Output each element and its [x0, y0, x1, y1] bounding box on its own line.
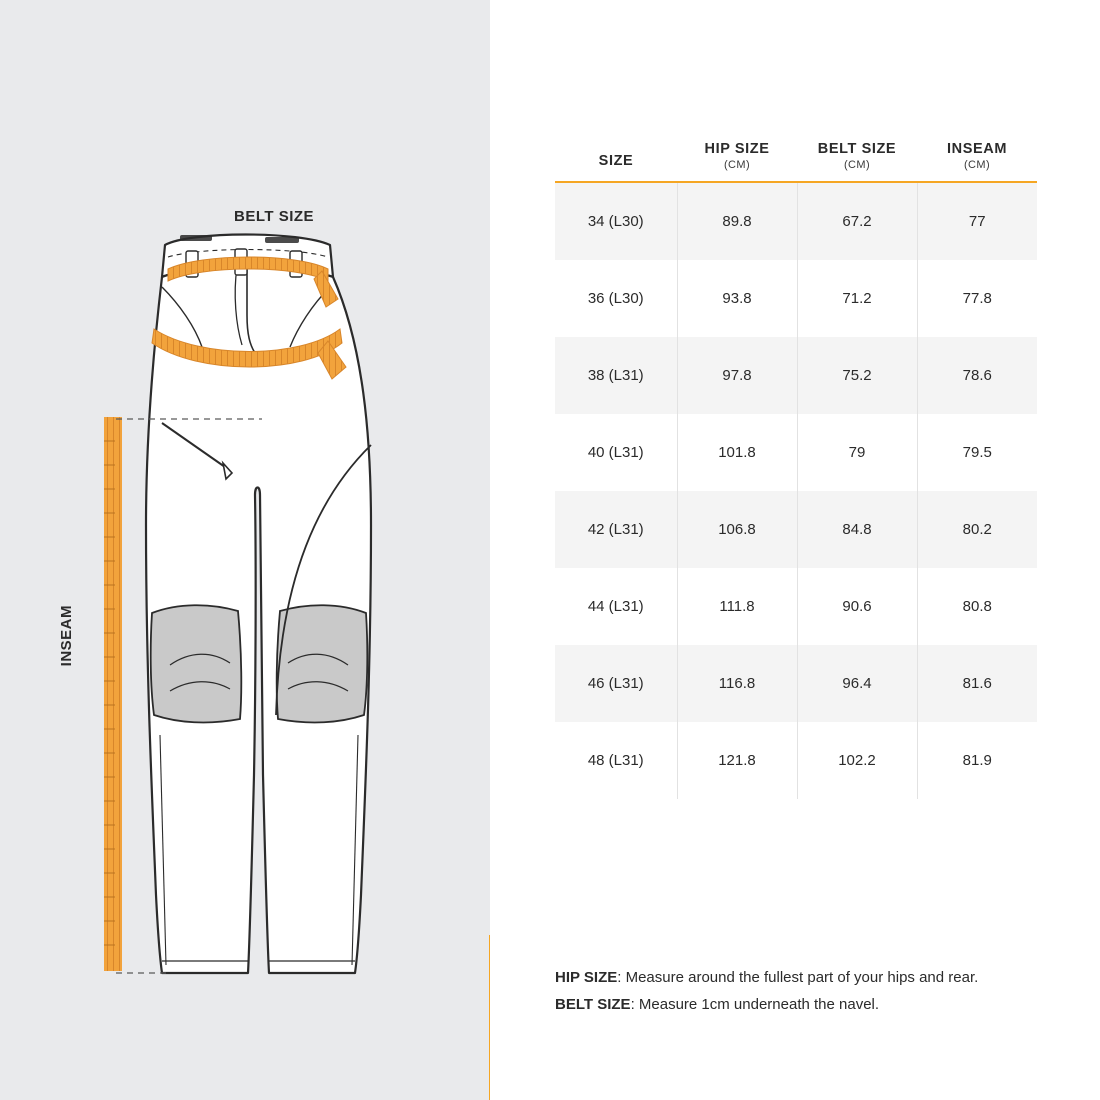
cell-size: 42 (L31) — [555, 491, 677, 568]
table-header-row — [555, 140, 1037, 182]
size-table-container — [555, 140, 1037, 799]
cell-hip: 121.8 — [677, 722, 797, 799]
cell-inseam: 80.8 — [917, 568, 1037, 645]
cell-inseam: 78.6 — [917, 337, 1037, 414]
table-row — [555, 260, 1037, 337]
table-row — [555, 722, 1037, 799]
column-header-inseam-label: INSEAM — [947, 141, 1007, 157]
cell-size: 36 (L30) — [587, 290, 644, 307]
note-hip-size — [555, 965, 1075, 992]
table-header — [555, 140, 1037, 182]
cell-size: 46 (L31) — [555, 645, 677, 722]
note-belt-size — [555, 992, 1075, 1019]
table-row — [555, 568, 1037, 645]
cell-belt: 96.4 — [797, 645, 917, 722]
cell-inseam: 77 — [917, 182, 1037, 260]
table-body — [555, 182, 1037, 799]
inseam-callout-label: INSEAM — [58, 605, 75, 667]
cell-belt: 84.8 — [797, 491, 917, 568]
cell-hip: 93.8 — [677, 260, 797, 337]
column-header-size-label: SIZE — [598, 153, 634, 169]
cell-belt: 71.2 — [797, 260, 917, 337]
cell-belt: 79 — [797, 414, 917, 491]
cell-inseam: 81.6 — [917, 645, 1037, 722]
belt-size-callout-label: BELT SIZE — [234, 208, 315, 225]
cell-inseam: 79.5 — [917, 414, 1037, 491]
column-header-belt-label: BELT SIZE — [817, 141, 897, 157]
cell-size: 44 (L31) — [587, 598, 644, 615]
cell-belt: 102.2 — [797, 722, 917, 799]
cell-size: 48 (L31) — [587, 752, 644, 769]
column-header-inseam-unit: (CM) — [963, 159, 991, 171]
cell-size: 34 (L30) — [555, 182, 677, 260]
cell-inseam: 81.9 — [917, 722, 1037, 799]
cell-inseam: 80.2 — [917, 491, 1037, 568]
size-chart-table — [555, 140, 1037, 799]
content-panel — [490, 0, 1100, 1100]
table-row — [555, 337, 1037, 414]
cell-size: 40 (L31) — [587, 444, 644, 461]
cell-hip: 111.8 — [677, 568, 797, 645]
cell-hip: 101.8 — [677, 414, 797, 491]
note-hip-size-text: : Measure around the fullest part of your hips and rear. — [617, 969, 979, 986]
column-header-belt — [797, 140, 917, 182]
illustration-panel — [0, 0, 490, 1100]
note-hip-size-term: HIP SIZE — [555, 969, 618, 986]
note-belt-size-term: BELT SIZE — [555, 995, 631, 1013]
cell-size: 38 (L31) — [555, 337, 677, 414]
cell-hip: 89.8 — [677, 182, 797, 260]
column-header-belt-unit: (CM) — [843, 159, 871, 171]
trousers-diagram — [90, 195, 420, 985]
measurement-notes — [555, 965, 1075, 1018]
column-header-size — [555, 140, 677, 182]
cell-inseam: 77.8 — [917, 260, 1037, 337]
cell-hip: 106.8 — [677, 491, 797, 568]
cell-belt: 75.2 — [797, 337, 917, 414]
table-row — [555, 491, 1037, 568]
column-header-hip — [677, 140, 797, 182]
cell-belt: 90.6 — [797, 568, 917, 645]
cell-belt: 67.2 — [797, 182, 917, 260]
table-row — [555, 645, 1037, 722]
cell-hip: 97.8 — [677, 337, 797, 414]
column-header-inseam — [917, 140, 1037, 182]
column-header-hip-unit: (CM) — [723, 159, 751, 171]
table-row — [555, 182, 1037, 260]
note-belt-size-text: : Measure 1cm underneath the navel. — [630, 995, 880, 1013]
cell-hip: 116.8 — [677, 645, 797, 722]
column-header-hip-label: HIP SIZE — [704, 141, 770, 157]
table-row — [555, 414, 1037, 491]
